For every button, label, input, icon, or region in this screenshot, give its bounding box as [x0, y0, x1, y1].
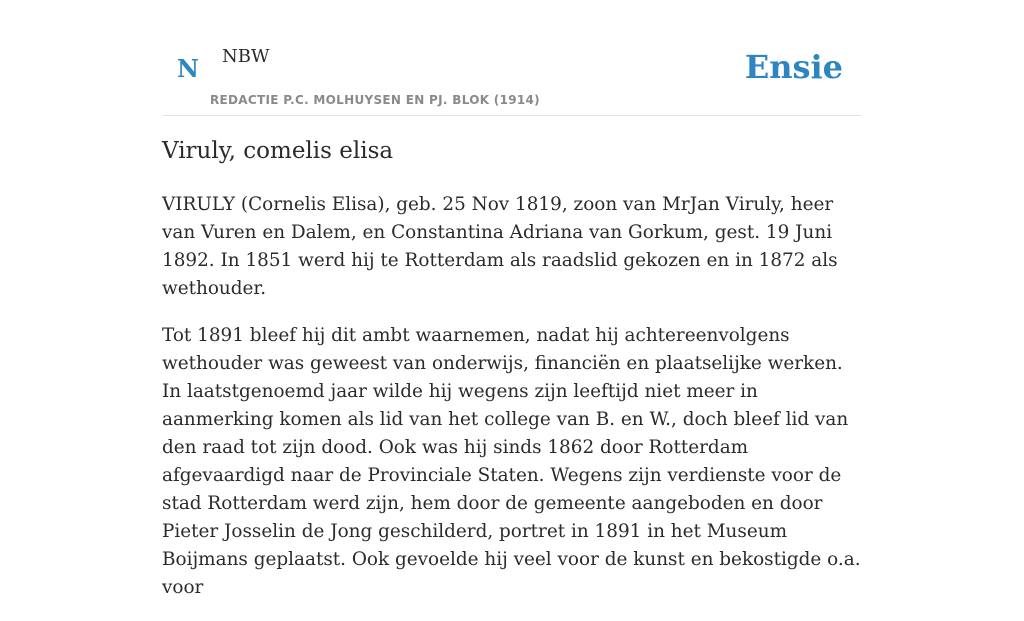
content-card: [162, 0, 862, 598]
source-subtitle: REDACTIE P.C. MOLHUYSEN EN PJ. BLOK (1914): [210, 93, 540, 107]
brand-logo[interactable]: Ensie: [744, 48, 843, 86]
source-logo[interactable]: N: [177, 54, 199, 83]
paragraph: VIRULY (Cornelis Elisa), geb. 25 Nov 1819, zoon van MrJan Viruly, heer van Vuren en Dalem, en Constantina Adriana van Gorkum, gest. 19 Juni 1892. In 1851 werd hij te Rotterdam als raadslid gekozen en in 1872 als wethouder.: [162, 194, 838, 299]
article-body: [162, 191, 862, 621]
paragraph: Tot 1891 bleef hij dit ambt waarnemen, nadat hij achtereenvolgens wethouder was geweest van onderwijs, financiën en plaatselijke werken. In laatstgenoemd jaar wilde hij wegens zijn leeftijd niet meer in aanmerking komen als lid van het college van B. en W., doch bleef lid van den raad tot zijn dood. Ook was hij sinds 1862 door Rotterdam afgevaardigd naar de Provinciale Staten. Wegens zijn verdienste voor de stad Rotterdam werd zijn, hem door de gemeente aangeboden en door Pieter Josselin de Jong geschilderd, portret in 1891 in het Museum Boijmans geplaatst. Ook gevoelde hij veel voor de kunst en bekostigde o.a. voor: [162, 325, 861, 598]
source-name[interactable]: NBW: [222, 46, 270, 67]
page-title: Viruly, comelis elisa: [162, 138, 394, 164]
header: [162, 0, 862, 116]
